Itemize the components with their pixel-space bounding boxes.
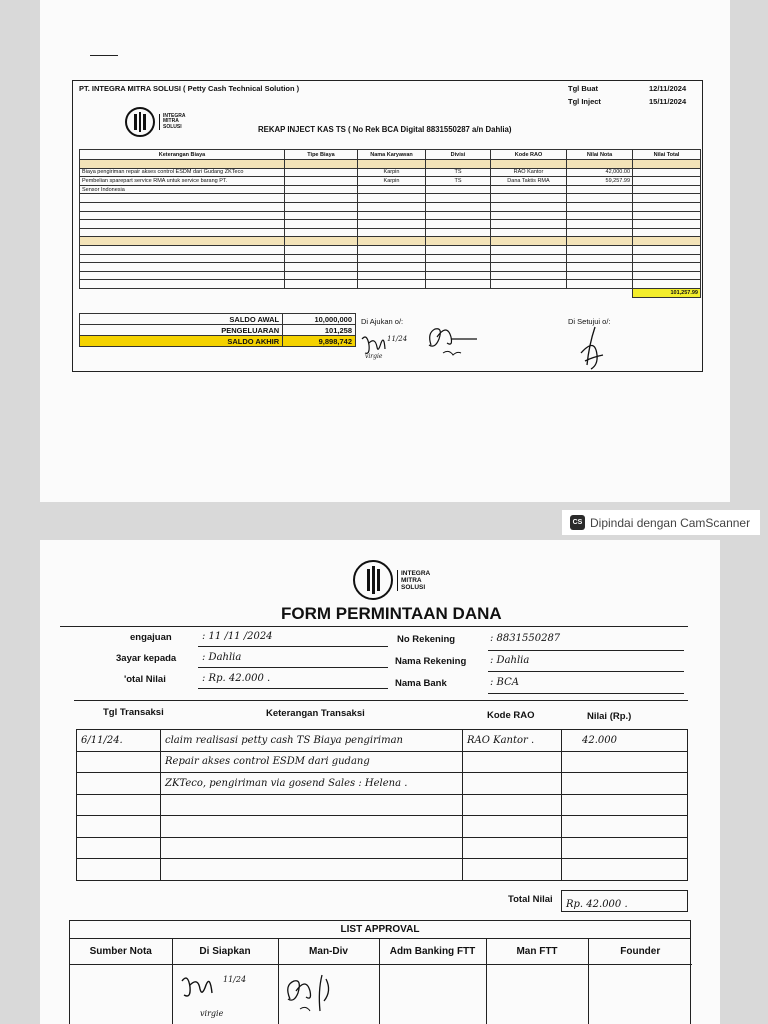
camscanner-icon: CS (570, 515, 585, 530)
nama-bank-value: : BCA (490, 677, 519, 688)
form-logo (353, 560, 430, 600)
nama-rekening-value: : Dahlia (490, 655, 530, 666)
approval-founder: Founder (588, 939, 692, 964)
total-nilai-footer-label: Total Nilai (508, 894, 553, 905)
rekap-panel (72, 80, 703, 372)
table-row (80, 194, 701, 203)
table-row (80, 254, 701, 263)
table-row: Repair akses control ESDM dari gudang (77, 751, 688, 773)
bayar-kepada-value: : Dahlia (202, 652, 242, 663)
table-row (77, 837, 688, 859)
approval-man-div: Man-Div (278, 939, 379, 964)
company-logo (125, 107, 186, 137)
table-row (77, 794, 688, 816)
col-divisi: Divisi (426, 150, 491, 160)
title-rule (60, 626, 688, 627)
col-keterangan: Keterangan Biaya (80, 150, 285, 160)
table-row: 6/11/24. claim realisasi petty cash TS Biaya pengiriman RAO Kantor . 42.000 (77, 730, 688, 752)
table-row (80, 228, 701, 237)
approval-header (70, 939, 692, 964)
col-kode-rao: Kode RAO (487, 710, 535, 721)
table-row (80, 160, 701, 169)
header-rule (74, 700, 688, 701)
approval-panel (69, 920, 691, 1024)
diajukan-label: Di Ajukan o/: (361, 317, 404, 326)
table-row: Sensor Indonesia (80, 185, 701, 194)
table-row (80, 280, 701, 289)
table-row (80, 237, 701, 246)
tgl-buat-label: Tgl Buat (568, 84, 598, 93)
saldo-akhir-row: SALDO AKHIR 9,898,742 (80, 336, 356, 347)
grand-total: 101,257.99 (633, 288, 701, 297)
table-row: ZKTeco, pengiriman via gosend Sales : Helena . (77, 773, 688, 795)
table-row (77, 859, 688, 881)
scan-mark (90, 55, 118, 56)
tgl-inject-label: Tgl Inject (568, 97, 601, 106)
col-keterangan-transaksi: Keterangan Transaksi (266, 708, 365, 719)
signature-date: 11/24 (387, 335, 408, 343)
tgl-buat-value: 12/11/2024 (649, 84, 687, 93)
col-nama: Nama Karyawan (358, 150, 426, 160)
tgl-pengajuan-value: : 11 /11 /2024 (202, 631, 273, 642)
total-nilai-value: : Rp. 42.000 . (202, 673, 271, 684)
nama-bank-label: Nama Bank (395, 678, 447, 689)
table-row (80, 245, 701, 254)
logo-text: INTEGRA MITRA SOLUSI (397, 570, 430, 591)
approval-disiapkan: Di Siapkan (172, 939, 278, 964)
approval-sig-date: 11/24 (223, 975, 247, 984)
company-name: PT. INTEGRA MITRA SOLUSI ( Petty Cash Technical Solution ) (79, 84, 300, 93)
col-tipe: Tipe Biaya (285, 150, 358, 160)
signature-man-div (282, 971, 352, 1015)
form-sheet (40, 540, 720, 1024)
col-total: Nilai Total (633, 150, 701, 160)
table-row (80, 211, 701, 220)
col-nota: Nilai Nota (567, 150, 633, 160)
total-nilai-footer-value: Rp. 42.000 . (566, 899, 628, 910)
rekap-title: REKAP INJECT KAS TS ( No Rek BCA Digital 8831550287 a/n Dahlia) (258, 125, 512, 134)
signature-second (425, 319, 485, 361)
camscanner-watermark (562, 510, 760, 535)
saldo-awal-row: SALDO AWAL 10,000,000 (80, 314, 356, 325)
nama-rekening-label: Nama Rekening (395, 656, 467, 667)
table-row (80, 202, 701, 211)
total-nilai-box (561, 890, 688, 912)
disetujui-label: Di Setujui o/: (568, 317, 611, 326)
approval-sumber-nota: Sumber Nota (70, 939, 172, 964)
col-kode: Kode RAO (491, 150, 567, 160)
tgl-inject-value: 15/11/2024 (649, 97, 687, 106)
camscanner-text: Dipindai dengan CamScanner (590, 515, 751, 530)
approval-title: LIST APPROVAL (70, 921, 690, 939)
pengeluaran-row: PENGELUARAN 101,258 (80, 325, 356, 336)
table-row: Biaya pengiriman repair akses control ESDM dari Gudang ZKTeco Karpin TS RAO Kantor 42,000.00 (80, 168, 701, 177)
total-nilai-label: 'otal Nilai (124, 674, 166, 685)
signature-approver (573, 325, 613, 373)
no-rekening-label: No Rekening (397, 634, 456, 645)
logo-icon (125, 107, 155, 137)
approval-sig-name: virgie (200, 1009, 224, 1018)
table-row (80, 271, 701, 280)
logo-text: INTEGRA MITRA SOLUSI (159, 114, 186, 131)
no-rekening-value: : 8831550287 (490, 633, 561, 644)
approval-table (70, 939, 692, 1024)
col-nilai: Nilai (Rp.) (587, 711, 632, 722)
rekap-table (79, 149, 701, 298)
col-tgl-transaksi: Tgl Transaksi (103, 707, 164, 718)
transaction-table (76, 729, 688, 881)
approval-adm-banking: Adm Banking FTT (379, 939, 486, 964)
table-header (80, 150, 701, 160)
table-row (77, 816, 688, 838)
table-row (80, 263, 701, 272)
approval-signature-row (70, 964, 692, 1024)
rekap-sheet (40, 0, 730, 502)
logo-icon (353, 560, 393, 600)
approval-man-ftt: Man FTT (486, 939, 588, 964)
saldo-table (79, 313, 356, 347)
bayar-kepada-label: 3ayar kepada (116, 653, 177, 664)
signature-name: virgie (365, 353, 383, 360)
tgl-pengajuan-label: engajuan (130, 632, 172, 643)
table-row: Pembelian sparepart service RMA untuk service barang PT. Karpin TS Dana Taktis RMA 59,257.99 (80, 177, 701, 186)
form-title: FORM PERMINTAAN DANA (281, 604, 502, 623)
table-row (80, 220, 701, 229)
grand-total-row (80, 288, 701, 297)
